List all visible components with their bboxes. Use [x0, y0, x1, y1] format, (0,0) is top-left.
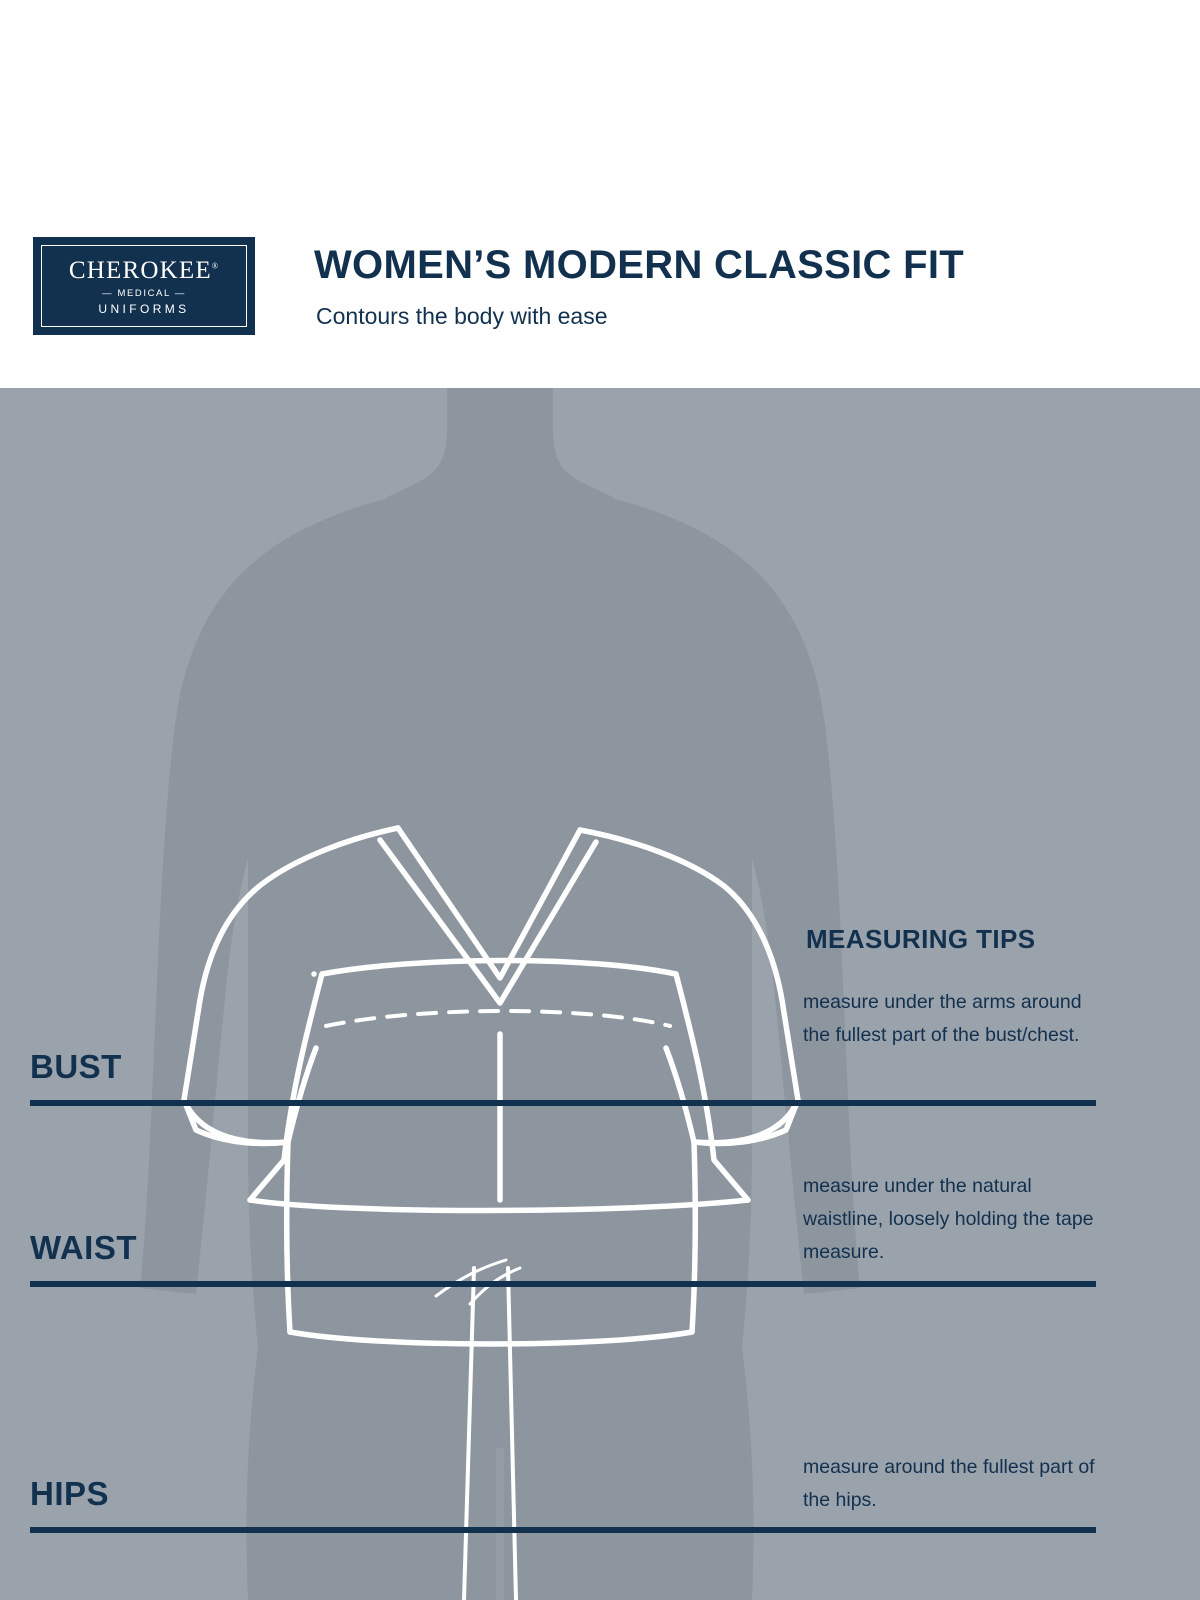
measure-label-waist: WAIST — [30, 1229, 137, 1266]
measure-line-hips — [30, 1527, 1096, 1533]
logo-brand-text: CHEROKEE — [68, 256, 212, 284]
measure-line-bust — [30, 1100, 1096, 1106]
logo-brand-name — [69, 257, 219, 285]
logo-uniforms-line: UNIFORMS — [98, 301, 190, 316]
page-title: WOMEN’S MODERN CLASSIC FIT — [314, 243, 965, 287]
measuring-tip-waist: measure under the natural waistline, loosely holding the tape measure. — [803, 1175, 1094, 1263]
measuring-tip-hips: measure around the fullest part of the hips. — [803, 1456, 1095, 1511]
logo-inner-frame — [41, 245, 247, 327]
measuring-tip-bust: measure under the arms around the fullest part of the bust/chest. — [803, 991, 1082, 1046]
logo-medical-line: — MEDICAL — — [102, 287, 186, 299]
measuring-tips-heading: MEASURING TIPS — [806, 924, 1036, 954]
measure-line-waist — [30, 1281, 1096, 1287]
measure-label-hips: HIPS — [30, 1475, 110, 1512]
measurement-diagram-panel — [0, 388, 1200, 1600]
cherokee-logo — [33, 237, 255, 335]
page-subtitle: Contours the body with ease — [316, 303, 608, 329]
registered-trademark-icon: ® — [211, 261, 220, 271]
body-silhouette — [140, 388, 860, 1600]
measure-label-bust: BUST — [30, 1048, 122, 1085]
header — [0, 0, 1200, 388]
